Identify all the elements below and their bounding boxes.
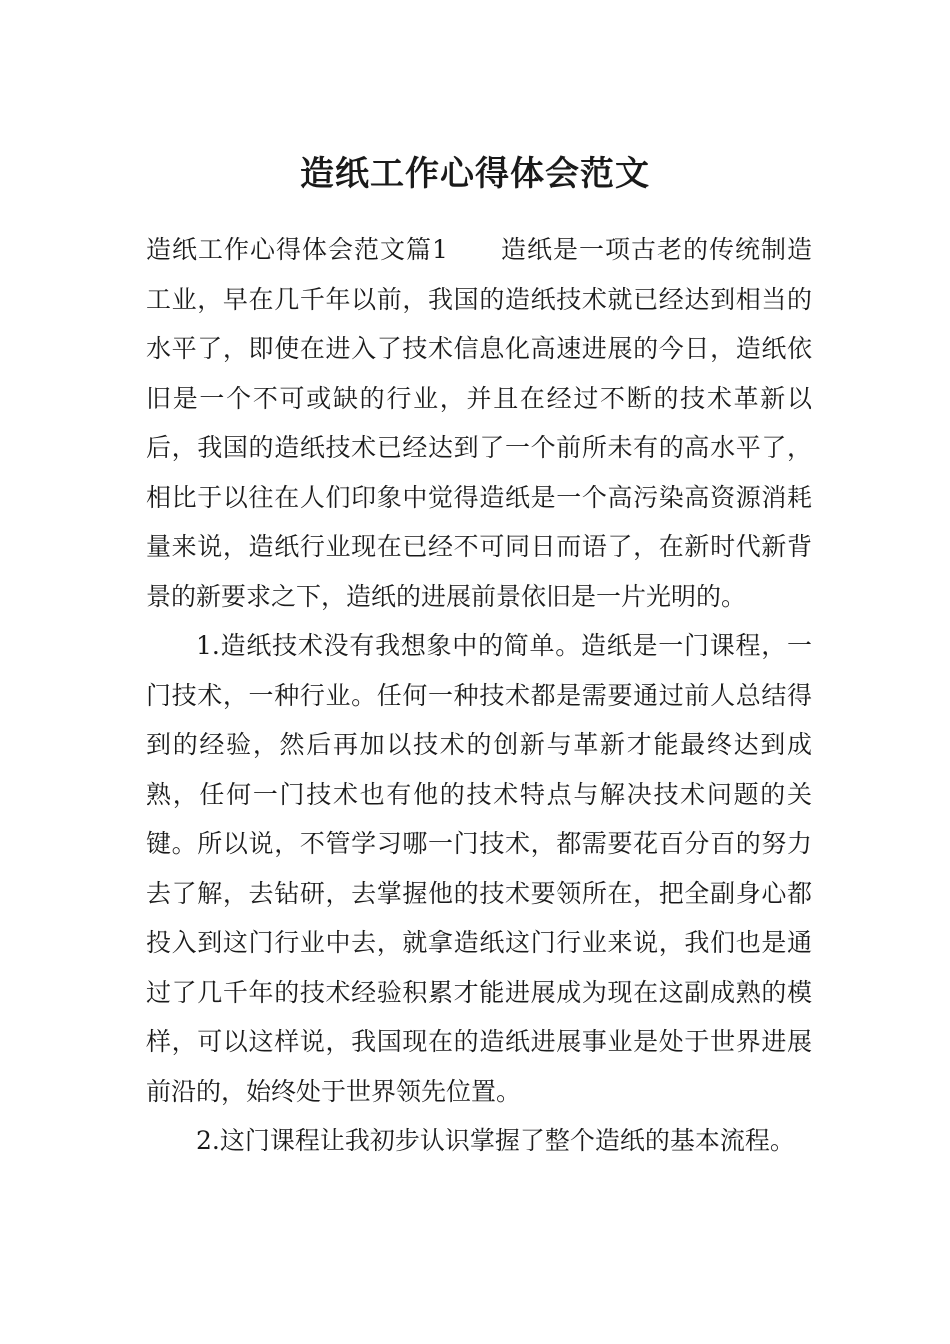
paragraph-2: 1.造纸技术没有我想象中的简单。造纸是一门课程，一门技术，一种行业。任何一种技术都是需要通过前人总结得到的经验，然后再加以技术的创新与革新才能最终达到成熟，任何一门技术也有他的技术特点与解决技术问题的关键。所以说，不管学习哪一门技术，都需要花百分百的努力去了解，去钻研，去掌握他的技术要领所在，把全副身心都投入到这门行业中去，就拿造纸这门行业来说，我们也是通过了几千年的技术经验积累才能进展成为现在这副成熟的模样，可以这样说，我国现在的造纸进展事业是处于世界进展前沿的，始终处于世界领先位置。: [146, 631, 812, 1106]
document-title: 造纸工作心得体会范文: [300, 153, 650, 194]
paragraph-1: [146, 225, 812, 621]
paragraph-1-text: 造纸是一项古老的传统制造工业，早在几千年以前，我国的造纸技术就已经达到相当的水平了，即使在进入了技术信息化高速进展的今日，造纸依旧是一个不可或缺的行业，并且在经过不断的技术革新以后，我国的造纸技术已经达到了一个前所未有的高水平了，相比于以往在人们印象中觉得造纸是一个高污染高资源消耗量来说，造纸行业现在已经不可同日而语了，在新时代新背景的新要求之下，造纸的进展前景依旧是一片光明的。: [146, 235, 812, 611]
paragraph-3: 2.这门课程让我初步认识掌握了整个造纸的基本流程。: [196, 1126, 795, 1155]
document-body: [146, 225, 812, 1166]
section-heading: 造纸工作心得体会范文篇1: [146, 235, 448, 264]
